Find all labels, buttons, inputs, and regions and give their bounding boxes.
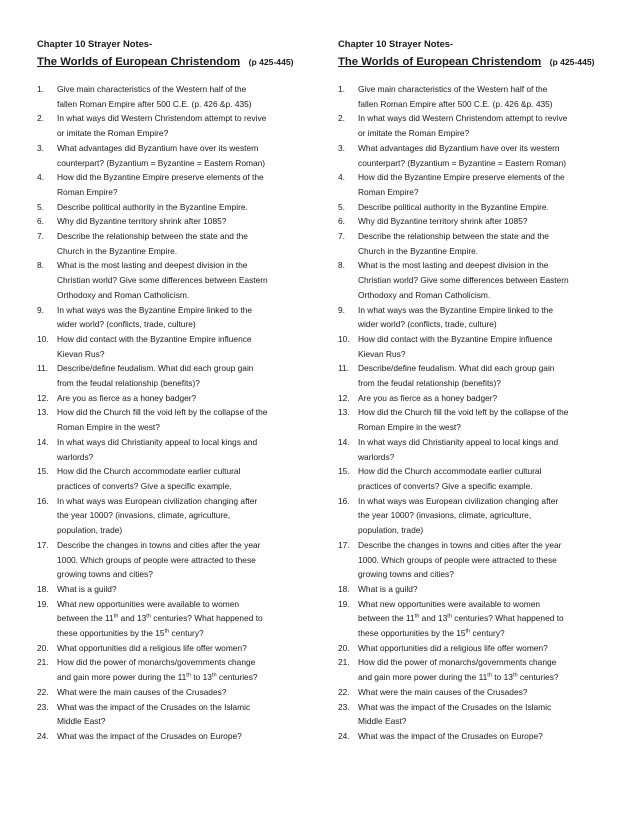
question-number: 2. xyxy=(338,113,345,124)
question-text: Describe political authority in the Byzantine Empire. xyxy=(358,201,549,212)
question-continuation xyxy=(37,714,307,729)
question-continuation xyxy=(338,288,608,303)
question-text: Are you as fierce as a honey badger? xyxy=(57,392,197,403)
question-text: centuries? What happened to xyxy=(150,613,263,624)
question-item xyxy=(338,700,608,715)
question-number: 24. xyxy=(37,730,49,741)
question-number: 24. xyxy=(338,730,350,741)
question-text: fallen Roman Empire after 500 C.E. (p. 426 &p. 435) xyxy=(358,98,553,109)
title-text: The Worlds of European Christendom xyxy=(37,56,241,68)
question-text: What is a guild? xyxy=(57,583,117,594)
question-text: Kievan Rus? xyxy=(358,348,406,359)
question-number: 21. xyxy=(338,657,350,668)
question-continuation xyxy=(37,244,307,259)
question-continuation xyxy=(37,479,307,494)
question-text: between the 11 xyxy=(57,613,114,624)
question-number: 11. xyxy=(37,363,49,374)
question-text: centuries? xyxy=(517,672,559,683)
question-number: 20. xyxy=(37,642,49,653)
ordinal-suffix: th xyxy=(414,613,420,620)
question-item xyxy=(338,391,608,406)
ordinal-suffix: th xyxy=(186,672,191,679)
question-number: 6. xyxy=(338,216,345,227)
question-continuation xyxy=(37,611,307,626)
question-list xyxy=(338,82,608,744)
question-number: 23. xyxy=(37,701,49,712)
question-item xyxy=(338,258,608,273)
question-item xyxy=(338,405,608,420)
question-item xyxy=(338,538,608,553)
question-text: 1000. Which groups of people were attracted to these xyxy=(358,554,557,565)
question-continuation xyxy=(37,273,307,288)
question-continuation xyxy=(338,420,608,435)
question-continuation xyxy=(37,376,307,391)
question-text: In what ways was the Byzantine Empire linked to the xyxy=(358,304,554,315)
question-text: and 13 xyxy=(118,613,147,624)
question-number: 7. xyxy=(338,231,345,242)
question-text: How did the Church accommodate earlier cultural xyxy=(358,466,542,477)
question-continuation xyxy=(37,317,307,332)
question-text: How did contact with the Byzantine Empire influence xyxy=(358,333,553,344)
question-text: Christian world? Give some differences between Eastern xyxy=(358,275,569,286)
question-item xyxy=(37,258,307,273)
question-continuation xyxy=(37,185,307,200)
question-continuation xyxy=(37,450,307,465)
question-text: What advantages did Byzantium have over its western xyxy=(57,142,259,153)
question-text: Orthodoxy and Roman Catholicism. xyxy=(57,289,190,300)
question-continuation xyxy=(338,156,608,171)
question-number: 6. xyxy=(37,216,44,227)
question-item xyxy=(338,111,608,126)
question-item xyxy=(37,685,307,700)
question-text: What advantages did Byzantium have over its western xyxy=(358,142,560,153)
question-text: What was the impact of the Crusades on the Islamic xyxy=(358,701,552,712)
document-title xyxy=(37,53,307,70)
question-text: In what ways did Christianity appeal to local kings and xyxy=(57,436,258,447)
question-continuation xyxy=(338,185,608,200)
title-page-range: (p 425-445) xyxy=(549,57,595,67)
question-text: In what ways was European civilization changing after xyxy=(57,495,258,506)
ordinal-suffix: th xyxy=(447,613,452,620)
question-item xyxy=(338,464,608,479)
question-text: In what ways did Christianity appeal to local kings and xyxy=(358,436,559,447)
question-text: Describe the changes in towns and cities after the year xyxy=(358,539,562,550)
question-text: What was the impact of the Crusades on the Islamic xyxy=(57,701,251,712)
question-text: Middle East? xyxy=(57,716,106,727)
question-item xyxy=(37,229,307,244)
question-text: Are you as fierce as a honey badger? xyxy=(358,392,498,403)
question-text: these opportunities by the 15 xyxy=(57,628,165,639)
question-number: 18. xyxy=(37,583,49,594)
question-text: Roman Empire? xyxy=(57,186,118,197)
question-number: 18. xyxy=(338,583,350,594)
question-text: between the 11 xyxy=(358,613,415,624)
question-text: counterpart? (Byzantium = Byzantine = Eastern Roman) xyxy=(358,157,567,168)
question-item xyxy=(37,82,307,97)
question-continuation xyxy=(37,626,307,641)
ordinal-suffix: th xyxy=(164,628,170,635)
question-number: 10. xyxy=(37,333,49,344)
question-text: In what ways was European civilization changing after xyxy=(358,495,559,506)
question-number: 17. xyxy=(37,539,49,550)
question-item xyxy=(37,391,307,406)
question-item xyxy=(338,170,608,185)
question-number: 3. xyxy=(37,142,44,153)
question-continuation xyxy=(37,288,307,303)
question-item xyxy=(37,435,307,450)
question-text: Give main characteristics of the Western half of the xyxy=(358,84,548,94)
question-text: Describe/define feudalism. What did each group gain xyxy=(358,363,555,374)
question-continuation xyxy=(338,626,608,641)
question-number: 2. xyxy=(37,113,44,124)
question-number: 15. xyxy=(37,466,49,477)
question-continuation xyxy=(338,244,608,259)
question-text: centuries? What happened to xyxy=(451,613,564,624)
question-continuation xyxy=(338,567,608,582)
question-continuation xyxy=(338,126,608,141)
question-number: 3. xyxy=(338,142,345,153)
question-item xyxy=(338,141,608,156)
question-number: 9. xyxy=(338,304,345,315)
question-item xyxy=(338,597,608,612)
question-number: 15. xyxy=(338,466,350,477)
question-number: 5. xyxy=(37,201,44,212)
question-continuation xyxy=(37,523,307,538)
question-text: and gain more power during the 11 xyxy=(358,672,488,683)
question-text: population, trade) xyxy=(358,525,424,536)
question-continuation xyxy=(338,553,608,568)
question-item xyxy=(338,582,608,597)
question-text: practices of converts? Give a specific example. xyxy=(358,480,533,491)
question-text: What was the impact of the Crusades on Europe? xyxy=(57,730,242,741)
question-item xyxy=(338,229,608,244)
question-continuation xyxy=(37,420,307,435)
question-text: population, trade) xyxy=(57,525,123,536)
question-number: 4. xyxy=(37,172,44,183)
ordinal-suffix: th xyxy=(211,672,217,679)
question-continuation xyxy=(338,508,608,523)
question-number: 17. xyxy=(338,539,350,550)
ordinal-suffix: th xyxy=(512,672,518,679)
question-continuation xyxy=(37,347,307,362)
question-text: the year 1000? (invasions, climate, agriculture, xyxy=(57,510,231,521)
question-text: What is the most lasting and deepest division in the xyxy=(57,260,248,271)
question-number: 21. xyxy=(37,657,49,668)
question-continuation xyxy=(338,317,608,332)
question-text: Church in the Byzantine Empire. xyxy=(358,245,479,256)
question-text: from the feudal relationship (benefits)? xyxy=(358,378,501,389)
question-text: Describe the relationship between the state and the xyxy=(358,231,549,242)
question-item xyxy=(37,641,307,656)
question-item xyxy=(37,582,307,597)
question-item xyxy=(37,729,307,744)
question-continuation xyxy=(37,670,307,685)
question-item xyxy=(338,655,608,670)
question-continuation xyxy=(338,273,608,288)
question-item xyxy=(37,361,307,376)
question-text: Roman Empire in the west? xyxy=(358,422,461,433)
ordinal-suffix: th xyxy=(146,613,151,620)
question-number: 1. xyxy=(37,84,44,94)
question-continuation xyxy=(338,479,608,494)
question-continuation xyxy=(37,156,307,171)
question-text: How did the power of monarchs/governments change xyxy=(358,657,557,668)
question-number: 8. xyxy=(338,260,345,271)
question-item xyxy=(37,111,307,126)
question-number: 13. xyxy=(338,407,350,418)
question-continuation xyxy=(338,611,608,626)
notes-column-left xyxy=(37,38,307,744)
question-item xyxy=(37,303,307,318)
question-text: or imitate the Roman Empire? xyxy=(57,128,169,139)
question-text: wider world? (conflicts, trade, culture) xyxy=(358,319,497,330)
question-text: growing towns and cities? xyxy=(358,569,454,580)
question-text: How did the Church fill the void left by the collapse of the xyxy=(358,407,569,418)
question-number: 12. xyxy=(37,392,49,403)
question-text: practices of converts? Give a specific example. xyxy=(57,480,232,491)
question-text: What new opportunities were available to women xyxy=(358,598,541,609)
question-item xyxy=(338,435,608,450)
question-text: Christian world? Give some differences between Eastern xyxy=(57,275,268,286)
question-item xyxy=(37,170,307,185)
question-continuation xyxy=(338,714,608,729)
question-number: 7. xyxy=(37,231,44,242)
question-continuation xyxy=(338,670,608,685)
question-text: and gain more power during the 11 xyxy=(57,672,187,683)
question-text: Roman Empire in the west? xyxy=(57,422,160,433)
question-text: Why did Byzantine territory shrink after 1085? xyxy=(358,216,528,227)
chapter-heading: Chapter 10 Strayer Notes- xyxy=(37,38,153,49)
question-text: In what ways was the Byzantine Empire linked to the xyxy=(57,304,253,315)
question-number: 16. xyxy=(37,495,49,506)
question-text: to 13 xyxy=(190,672,212,683)
question-text: What opportunities did a religious life offer women? xyxy=(358,642,548,653)
question-item xyxy=(338,200,608,215)
question-text: What were the main causes of the Crusades? xyxy=(57,686,227,697)
question-text: How did the Church accommodate earlier cultural xyxy=(57,466,241,477)
question-item xyxy=(338,82,608,97)
question-number: 16. xyxy=(338,495,350,506)
question-text: What opportunities did a religious life offer women? xyxy=(57,642,247,653)
question-text: Roman Empire? xyxy=(358,186,419,197)
question-text: to 13 xyxy=(491,672,513,683)
ordinal-suffix: th xyxy=(465,628,471,635)
question-number: 22. xyxy=(338,686,350,697)
document-title xyxy=(338,53,608,70)
question-number: 22. xyxy=(37,686,49,697)
question-number: 8. xyxy=(37,260,44,271)
question-text: these opportunities by the 15 xyxy=(358,628,466,639)
question-text: growing towns and cities? xyxy=(57,569,153,580)
question-number: 9. xyxy=(37,304,44,315)
question-text: How did the Byzantine Empire preserve elements of the xyxy=(57,172,264,183)
question-text: centuries? xyxy=(216,672,258,683)
question-continuation xyxy=(338,523,608,538)
question-item xyxy=(338,729,608,744)
question-item xyxy=(338,685,608,700)
question-text: century? xyxy=(169,628,204,639)
question-number: 13. xyxy=(37,407,49,418)
question-number: 19. xyxy=(338,598,350,609)
question-text: from the feudal relationship (benefits)? xyxy=(57,378,200,389)
question-text: How did contact with the Byzantine Empire influence xyxy=(57,333,252,344)
question-number: 11. xyxy=(338,363,350,374)
question-text: Kievan Rus? xyxy=(57,348,105,359)
title-page-range: (p 425-445) xyxy=(248,57,294,67)
question-text: In what ways did Western Christendom attempt to revive xyxy=(358,113,568,124)
question-item xyxy=(37,332,307,347)
question-text: Describe the relationship between the state and the xyxy=(57,231,248,242)
question-number: 20. xyxy=(338,642,350,653)
question-text: warlords? xyxy=(57,451,94,462)
question-text: the year 1000? (invasions, climate, agriculture, xyxy=(358,510,532,521)
question-number: 14. xyxy=(338,436,350,447)
question-text: What is a guild? xyxy=(358,583,418,594)
question-text: warlords? xyxy=(358,451,395,462)
question-text: Describe the changes in towns and cities after the year xyxy=(57,539,261,550)
chapter-heading: Chapter 10 Strayer Notes- xyxy=(338,38,454,49)
question-list xyxy=(37,82,307,744)
question-continuation xyxy=(37,97,307,112)
question-text: 1000. Which groups of people were attracted to these xyxy=(57,554,256,565)
question-continuation xyxy=(37,508,307,523)
question-item xyxy=(37,655,307,670)
question-text: Why did Byzantine territory shrink after 1085? xyxy=(57,216,227,227)
question-item xyxy=(338,641,608,656)
question-text: Give main characteristics of the Western half of the xyxy=(57,84,247,94)
question-item xyxy=(37,464,307,479)
question-text: Church in the Byzantine Empire. xyxy=(57,245,178,256)
question-text: What is the most lasting and deepest division in the xyxy=(358,260,549,271)
question-text: counterpart? (Byzantium = Byzantine = Eastern Roman) xyxy=(57,157,266,168)
notes-column-right xyxy=(338,38,608,744)
question-text: Middle East? xyxy=(358,716,407,727)
question-text: Orthodoxy and Roman Catholicism. xyxy=(358,289,491,300)
question-number: 10. xyxy=(338,333,350,344)
question-number: 1. xyxy=(338,84,345,94)
question-text: How did the Byzantine Empire preserve elements of the xyxy=(358,172,565,183)
question-item xyxy=(338,214,608,229)
question-text: How did the power of monarchs/governments change xyxy=(57,657,256,668)
question-continuation xyxy=(338,97,608,112)
question-text: What new opportunities were available to women xyxy=(57,598,240,609)
question-item xyxy=(37,700,307,715)
question-number: 14. xyxy=(37,436,49,447)
question-text: What were the main causes of the Crusades? xyxy=(358,686,528,697)
question-text: In what ways did Western Christendom attempt to revive xyxy=(57,113,267,124)
question-number: 19. xyxy=(37,598,49,609)
question-number: 4. xyxy=(338,172,345,183)
question-number: 5. xyxy=(338,201,345,212)
question-continuation xyxy=(37,553,307,568)
question-number: 12. xyxy=(338,392,350,403)
ordinal-suffix: th xyxy=(113,613,119,620)
question-item xyxy=(37,538,307,553)
question-item xyxy=(37,597,307,612)
question-text: and 13 xyxy=(419,613,448,624)
question-continuation xyxy=(338,376,608,391)
question-item xyxy=(37,141,307,156)
title-text: The Worlds of European Christendom xyxy=(338,56,542,68)
question-item xyxy=(338,494,608,509)
question-text: Describe political authority in the Byzantine Empire. xyxy=(57,201,248,212)
question-item xyxy=(338,332,608,347)
question-continuation xyxy=(37,126,307,141)
question-continuation xyxy=(37,567,307,582)
question-text: century? xyxy=(470,628,505,639)
question-text: What was the impact of the Crusades on Europe? xyxy=(358,730,543,741)
question-item xyxy=(37,214,307,229)
question-text: Describe/define feudalism. What did each group gain xyxy=(57,363,254,374)
question-item xyxy=(37,405,307,420)
question-text: How did the Church fill the void left by the collapse of the xyxy=(57,407,268,418)
question-item xyxy=(37,200,307,215)
question-text: or imitate the Roman Empire? xyxy=(358,128,470,139)
question-item xyxy=(37,494,307,509)
ordinal-suffix: th xyxy=(487,672,492,679)
question-item xyxy=(338,303,608,318)
question-continuation xyxy=(338,450,608,465)
question-item xyxy=(338,361,608,376)
question-number: 23. xyxy=(338,701,350,712)
question-text: wider world? (conflicts, trade, culture) xyxy=(57,319,196,330)
question-text: fallen Roman Empire after 500 C.E. (p. 426 &p. 435) xyxy=(57,98,252,109)
question-continuation xyxy=(338,347,608,362)
